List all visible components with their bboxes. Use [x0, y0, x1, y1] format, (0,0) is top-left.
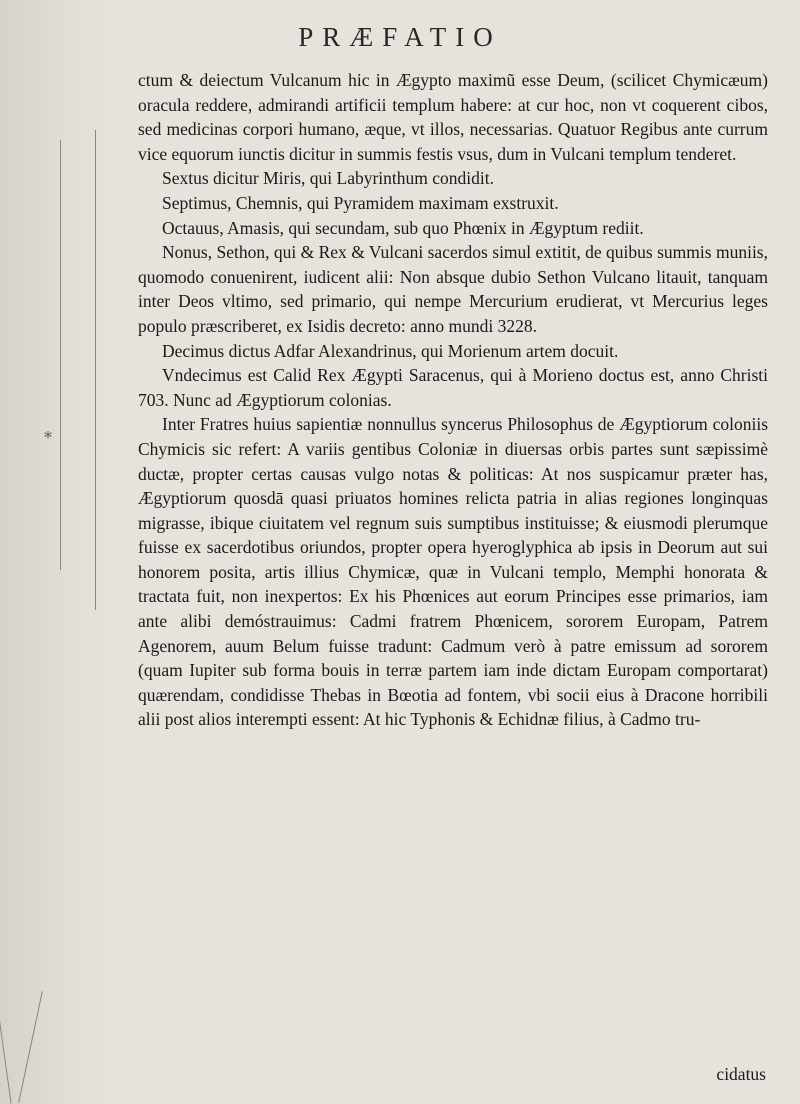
paragraph: ctum & deiectum Vulcanum hic in Ægypto maximũ esse Deum, (scilicet Chymicæum) oracula reddere, admirandi artificii templum habere: at cur hoc, non vt coquerent cibos, sed medicinas corpori humano, æque, vt illos, necessarias. Quatuor Regibus ante currum vice equorum iunctis dicitur in summis festis vsus, dum in Vulcani templum tenderet. — [138, 70, 768, 164]
body-text — [138, 68, 768, 732]
catchword: cidatus — [716, 1064, 766, 1084]
paragraph: Sextus dicitur Miris, qui Labyrinthum condidit. — [162, 168, 494, 189]
paragraph: Octauus, Amasis, qui secundam, sub quo Phœnix in Ægyptum rediit. — [162, 217, 644, 238]
paragraph: Nonus, Sethon, qui & Rex & Vulcani sacerdos simul extitit, de quibus summis muniis, quomodo conuenirent, iudicent alii: Non absque dubio Sethon Vulcano litauit, tanquam inter Deos vltimo, sed primario, qui nempe Mercurium erudierat, vt Mercurius leges populo præscriberet, ex Isidis decreto: anno mundi 3228. — [138, 242, 768, 336]
edge-line — [95, 130, 96, 610]
margin-dot: * — [44, 428, 52, 447]
running-head: PRÆFATIO — [298, 22, 502, 52]
paragraph: Inter Fratres huius sapientiæ nonnullus syncerus Philosophus de Ægyptiorum coloniis Chymicis sic refert: A variis gentibus Coloniæ in diuersas orbis partes sunt sæpissimè ductæ, propter certas causas vulgo notas & politicas: At nos suspicamur præter has, Ægyptiorum quosdā quasi priuatos homines relicta patria in alias regiones longinquas migrasse, ibique ciuitatem vel regnum suis sumptibus instituisse; & eiusmodi plerumque fuisse ex sacerdotibus oriundos, propter opera hyeroglyphica ab ipsis in Deorum aut sui honorem posita, artis illius Chymicæ, quæ in Vulcani templo, Memphi honorata & tractata fuit, non inexpertos: Ex his Phœnices aut eorum Principes esse primarios, iam ante alibi demóstrauimus: Cadmi fratrem Phœnicem, sororem Europam, Patrem Agenorem, auum Belum fuisse tradunt: Cadmum verò à patre emissum ad sororem (quam Iupiter sub forma bouis in terræ partem iam inde dictam Europam comportarat) quærendam, condidisse Thebas in Bœotia ad fontem, vbi socii eius à Dracone horribili alii post alios interempti essent: At hic Typhonis & Echidnæ filius, à Cadmo tru- — [138, 414, 768, 730]
paragraph: Septimus, Chemnis, qui Pyramidem maximam exstruxit. — [162, 192, 559, 213]
paragraph: Vndecimus est Calid Rex Ægypti Saracenus, qui à Morieno doctus est, anno Christi 703. Nunc ad Ægyptiorum colonias. — [138, 365, 768, 410]
edge-line — [60, 140, 61, 570]
paragraph: Decimus dictus Adfar Alexandrinus, qui Morienum artem docuit. — [162, 340, 619, 361]
